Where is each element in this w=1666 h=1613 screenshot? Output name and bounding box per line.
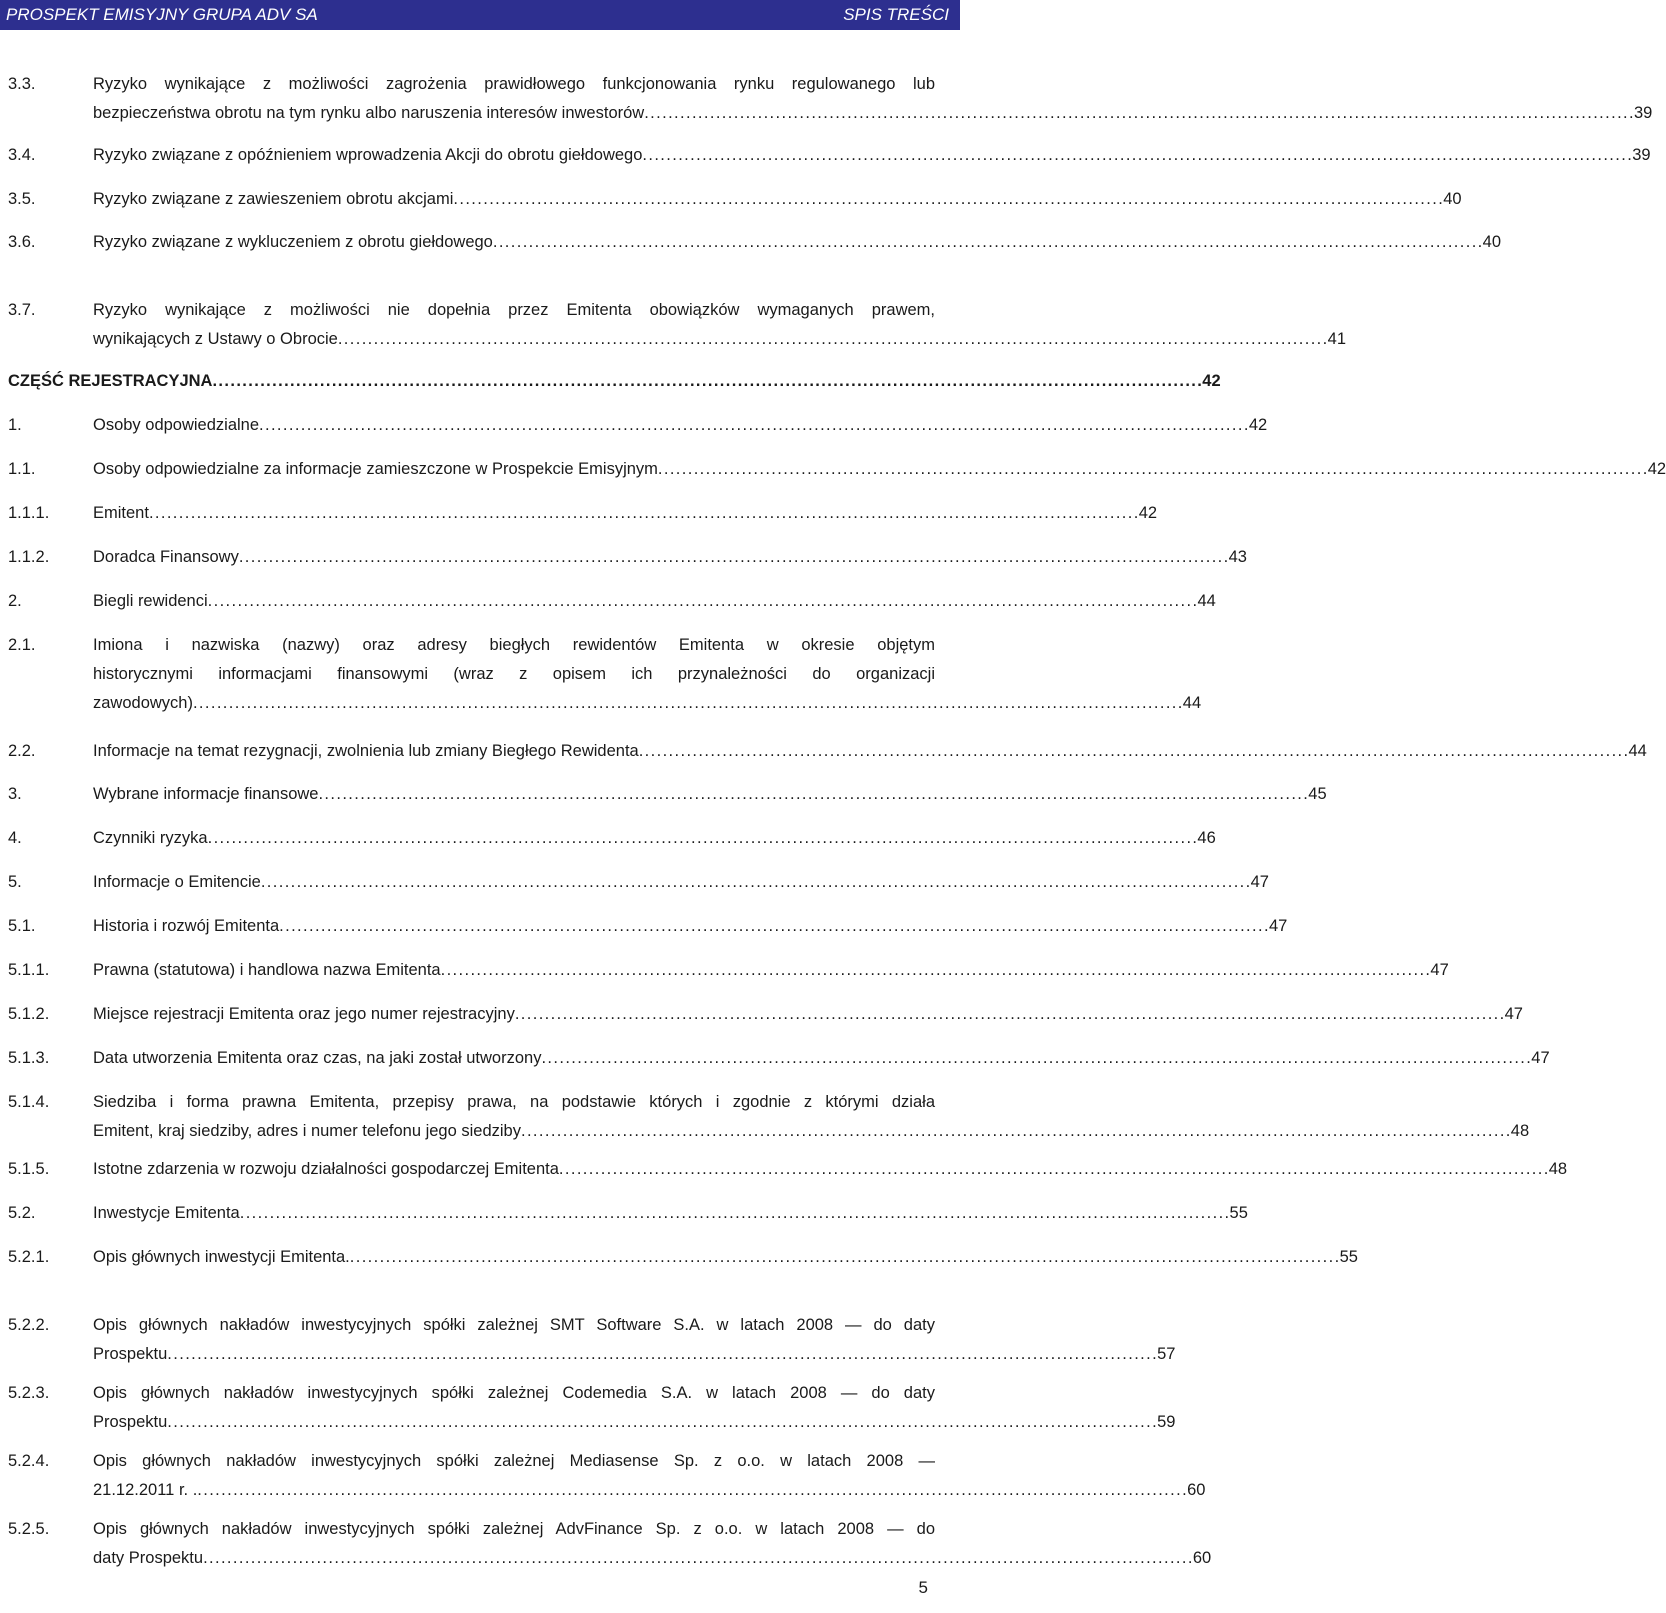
- toc-entry-text-line: Siedziba i forma prawna Emitenta, przepisy prawa, na podstawie których i zgodnie z którymi działa: [93, 1093, 935, 1111]
- toc-entry-text-line: Ryzyko wynikające z możliwości nie dopełnia przez Emitenta obowiązków wymaganych prawem,: [93, 301, 935, 319]
- toc-entry-number: 3.4.: [8, 146, 36, 164]
- toc-entry-text-line: Ryzyko wynikające z możliwości zagrożenia prawidłowego funkcjonowania rynku regulowanego lub: [93, 75, 935, 93]
- toc-entry-number: 4.: [8, 829, 22, 847]
- toc-entry-number: 5.2.: [8, 1204, 36, 1222]
- toc-page-number: 60: [1192, 1549, 1212, 1567]
- dot-leader: [208, 824, 1196, 853]
- header-title: PROSPEKT EMISYJNY GRUPA ADV SA: [6, 5, 318, 24]
- toc-entry-number: 3.5.: [8, 190, 36, 208]
- toc-entry-text-line: Opis głównych nakładów inwestycyjnych spółki zależnej AdvFinance Sp. z o.o. w latach 2008 — do: [93, 1520, 935, 1538]
- toc-entry-number: 5.2.4.: [8, 1452, 50, 1470]
- dot-leader: [559, 1155, 1547, 1184]
- toc-entry-text-line: Opis głównych nakładów inwestycyjnych spółki zależnej SMT Software S.A. w latach 2008 — do daty: [93, 1316, 935, 1334]
- page-number: 5: [918, 1578, 928, 1597]
- dot-leader: [453, 185, 1441, 214]
- toc-entry-title: Istotne zdarzenia w rozwoju działalności gospodarczej Emitenta: [93, 1160, 559, 1178]
- dot-leader: [208, 587, 1196, 616]
- toc-entry-text-line: Imiona i nazwiska (nazwy) oraz adresy biegłych rewidentów Emitenta w okresie objętym: [93, 636, 935, 654]
- toc-page-number: 45: [1308, 785, 1327, 803]
- toc-page-number: 47: [1268, 917, 1288, 935]
- toc-entry-title: Prawna (statutowa) i handlowa nazwa Emitenta: [93, 961, 441, 979]
- toc-entry-title: Biegli rewidenci: [93, 592, 208, 610]
- dot-leader: [261, 868, 1249, 897]
- dot-leader: [318, 780, 1306, 809]
- toc-entry-title: Opis głównych inwestycji Emitenta.: [93, 1248, 350, 1266]
- toc-page-number: 42: [1248, 416, 1268, 434]
- toc-entry-text-line: historycznymi informacjami finansowymi (wraz z opisem ich przynależności do organizacji: [93, 665, 935, 683]
- toc-entry-title: 21.12.2011 r. .: [93, 1481, 198, 1499]
- dot-leader: [149, 499, 1137, 528]
- toc-entry-title: Ryzyko związane z wykluczeniem z obrotu giełdowego: [93, 233, 493, 251]
- toc-entry-number: 5.2.5.: [8, 1520, 50, 1538]
- dot-leader: [521, 1117, 1509, 1146]
- toc-entry-number: 3.6.: [8, 233, 36, 251]
- toc-entry-title: Ryzyko związane z opóźnieniem wprowadzenia Akcji do obrotu giełdowego: [93, 146, 643, 164]
- toc-entry-number: 5.1.2.: [8, 1005, 50, 1023]
- toc-entry-title: daty Prospektu: [93, 1549, 204, 1567]
- toc-page-number: 57: [1157, 1345, 1176, 1363]
- toc-entry-title: wynikających z Ustawy o Obrocie: [93, 330, 338, 348]
- toc-page-number: 44: [1197, 592, 1216, 610]
- toc-page-number: 47: [1531, 1049, 1550, 1067]
- toc-entry-number: 5.2.1.: [8, 1248, 50, 1266]
- toc-page-number: 47: [1250, 873, 1269, 891]
- toc-page-number: 46: [1197, 829, 1216, 847]
- toc-page-number: 55: [1229, 1204, 1248, 1222]
- toc-entry-number: 2.2.: [8, 742, 36, 760]
- toc-page-number: 48: [1548, 1160, 1568, 1178]
- dot-leader: [279, 912, 1267, 941]
- toc-page-number: 44: [1182, 694, 1202, 712]
- dot-leader: [658, 455, 1646, 484]
- toc-entry-title: Osoby odpowiedzialne: [93, 416, 260, 434]
- dot-leader: [259, 411, 1247, 440]
- toc-entry-number: 1.1.2.: [8, 548, 50, 566]
- toc-page-number: 43: [1228, 548, 1247, 566]
- dot-leader: [541, 1044, 1529, 1073]
- toc-page-number: 41: [1327, 330, 1346, 348]
- dot-leader: [167, 1408, 1155, 1437]
- toc-entry-number: 3.: [8, 785, 22, 803]
- toc-entry-title: Prospektu: [93, 1345, 168, 1363]
- toc-entry-title: Emitent, kraj siedziby, adres i numer telefonu jego siedziby: [93, 1122, 521, 1140]
- dot-leader: [167, 1340, 1155, 1369]
- toc-entry-number: 5.1.4.: [8, 1093, 50, 1111]
- toc-entry-number: 5.2.3.: [8, 1384, 50, 1402]
- toc-entry-title: Emitent: [93, 504, 149, 522]
- dot-leader: [197, 1476, 1185, 1505]
- toc-page-number: 47: [1430, 961, 1449, 979]
- dot-leader: [493, 228, 1481, 257]
- toc-entry-text-line: Opis głównych nakładów inwestycyjnych spółki zależnej Codemedia S.A. w latach 2008 — do daty: [93, 1384, 935, 1402]
- toc-entry-number: 5.1.1.: [8, 961, 50, 979]
- dot-leader: [240, 1199, 1228, 1228]
- toc-entry-number: 1.1.: [8, 460, 36, 478]
- toc-page-number: 40: [1482, 233, 1502, 251]
- toc-entry-title: Historia i rozwój Emitenta: [93, 917, 280, 935]
- toc-entry-number: 2.: [8, 592, 22, 610]
- toc-entry-number: 5.1.3.: [8, 1049, 50, 1067]
- toc-entry-title: Inwestycje Emitenta: [93, 1204, 240, 1222]
- dot-leader: [441, 956, 1429, 985]
- dot-leader: [338, 325, 1326, 354]
- toc-entry-title: Prospektu: [93, 1413, 168, 1431]
- toc-page-number: 47: [1504, 1005, 1523, 1023]
- toc-entry-title: Doradca Finansowy: [93, 548, 239, 566]
- header-section: SPIS TREŚCI: [843, 5, 949, 24]
- toc-entry-number: 5.1.: [8, 917, 36, 935]
- dot-leader: [239, 543, 1227, 572]
- toc-page-number: 39: [1632, 146, 1651, 164]
- dot-leader: [515, 1000, 1503, 1029]
- toc-entry-title: Ryzyko związane z zawieszeniem obrotu akcjami: [93, 190, 454, 208]
- toc-page-number: 55: [1339, 1248, 1358, 1266]
- dot-leader: [639, 737, 1627, 766]
- toc-page-number: 42: [1647, 460, 1666, 478]
- dot-leader: [203, 1544, 1191, 1573]
- toc-entry-text-line: Opis głównych nakładów inwestycyjnych spółki zależnej Mediasense Sp. z o.o. w latach 2008 —: [93, 1452, 935, 1470]
- toc-entry-title: CZĘŚĆ REJESTRACYJNA: [8, 372, 213, 390]
- dot-leader: [644, 99, 1632, 128]
- toc-page-number: 40: [1443, 190, 1462, 208]
- toc-entry-title: Miejsce rejestracji Emitenta oraz jego numer rejestracyjny: [93, 1005, 515, 1023]
- dot-leader: [350, 1243, 1338, 1272]
- toc-entry-title: zawodowych): [93, 694, 193, 712]
- toc-entry-title: bezpieczeństwa obrotu na tym rynku albo naruszenia interesów inwestorów: [93, 104, 645, 122]
- toc-entry-title: Data utworzenia Emitenta oraz czas, na jaki został utworzony: [93, 1049, 542, 1067]
- toc-entry-title: Informacje o Emitencie: [93, 873, 261, 891]
- toc-entry-number: 1.: [8, 416, 22, 434]
- dot-leader: [642, 141, 1630, 170]
- toc-entry-number: 5.2.2.: [8, 1316, 50, 1334]
- toc-section-heading[interactable]: [8, 367, 1221, 396]
- toc-page-number: 39: [1634, 104, 1653, 122]
- toc-entry-number: 1.1.1.: [8, 504, 50, 522]
- toc-entry-number: 5.: [8, 873, 22, 891]
- toc-page-number: 44: [1628, 742, 1647, 760]
- toc-page-number: 48: [1510, 1122, 1530, 1140]
- toc-page-number: 60: [1187, 1481, 1206, 1499]
- toc-entry-title: Informacje na temat rezygnacji, zwolnienia lub zmiany Biegłego Rewidenta: [93, 742, 639, 760]
- toc-page-number: 42: [1202, 372, 1221, 390]
- toc-entry-title: Czynniki ryzyka: [93, 829, 208, 847]
- page-header: [0, 0, 960, 30]
- toc-page-number: 59: [1157, 1413, 1176, 1431]
- toc-entry-number: 5.1.5.: [8, 1160, 50, 1178]
- dot-leader: [212, 367, 1200, 396]
- toc-entry-number: 3.3.: [8, 75, 36, 93]
- toc-entry-title: Wybrane informacje finansowe: [93, 785, 319, 803]
- dot-leader: [193, 689, 1181, 718]
- toc-entry-number: 2.1.: [8, 636, 36, 654]
- toc-page-number: 42: [1138, 504, 1158, 522]
- toc-entry-title: Osoby odpowiedzialne za informacje zamieszczone w Prospekcie Emisyjnym: [93, 460, 658, 478]
- toc-entry-number: 3.7.: [8, 301, 36, 319]
